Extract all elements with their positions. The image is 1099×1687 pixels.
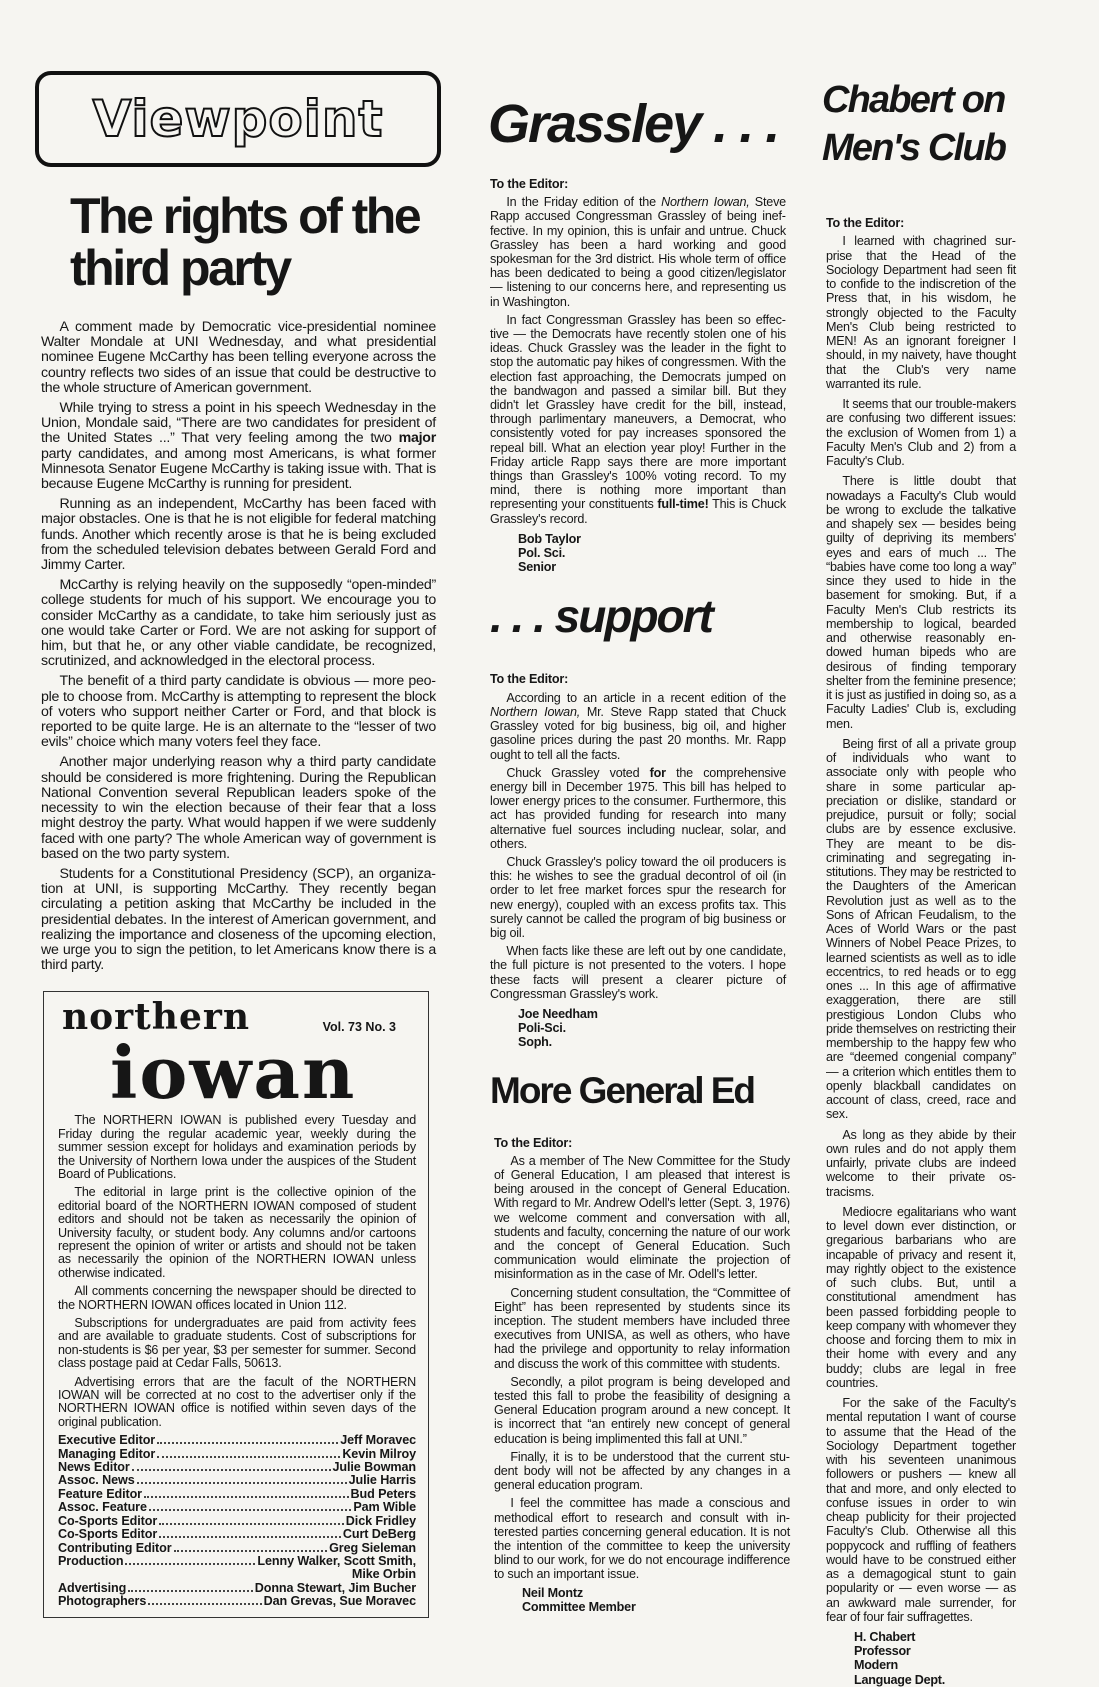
signature-line: Pol. Sci. [518,546,566,561]
paragraph: While trying to stress a point in his speech Wednesday in the Union, Mondale said, “There are two candidates for president of the United States ...” That very feeling among the two major party candidates, and among most Americans, is what former Minnesota Senator Eugene McCarthy is taking issue with. That is because Eugene McCarthy is running for president. [41,400,436,493]
signature-line: Poli-Sci. [518,1021,566,1036]
paragraph: When facts like these are left out by one candidate, the full picture is not presented to the voters. I hope these facts will present a clearer picture of Congressman Grassley's work. [490,944,786,1001]
editorial-headline: The rights of the third party [70,188,420,296]
paragraph: There is little doubt that nowadays a Faculty's Club would be wrong to exclude the talkative and shapely sex — besides being guilty of depriving its members' eyes and ears of much ... The “babies have come too long a way” since they used to hide in the basement for smoking. But, if a Faculty Men's Club restricts its membership to logical, bearded and otherwise reasonably endowed human bipeds who are desirous of finding temporary shelter from the feminine presence; it is just as justified in doing so, as a Faculty Ladies' Club is, excluding men. [826,474,1016,731]
staff-role: Co-Sports Editor [58,1527,158,1542]
general-ed-headline: More General Ed [490,1069,755,1111]
signature-line: Modern [854,1658,898,1673]
paragraph: Running as an independent, McCarthy has been faced with major obstacles. One is that he is not eligible for federal matching funds. Another which recently arose is that he is being excluded from the scheduled television debates between Gerald Ford and Jimmy Carter. [41,496,436,574]
bold-text: for [649,765,666,780]
salutation: To the Editor: [490,672,569,687]
italic-text: Northern Iowan, [490,704,581,719]
masthead-body [58,1114,416,1429]
bold-text: full-time! [657,497,709,512]
paragraph: Chuck Grassley voted for the comprehensive energy bill in December 1975. This bill has helped to lower energy prices to the consumer. Furthermore, this act has provided funding for research into many alternative fuel sources including nuclear, solar, and others. [490,765,786,851]
staff-role: Production [58,1553,124,1568]
chabert-headline-line1: Chabert on [822,79,1005,121]
signature-line: Joe Needham [518,1006,598,1021]
viewpoint-banner [35,71,441,167]
staff-row [58,1461,416,1474]
salutation: To the Editor: [490,177,569,191]
masthead-logo-bottom: iowan [110,1030,357,1116]
staff-row [58,1501,416,1514]
letter-body [494,1154,790,1582]
chabert-headline [822,76,1005,172]
staff-role: Advertising [58,1580,127,1595]
salutation: To the Editor: [494,1135,573,1150]
signature [854,1630,1016,1687]
masthead-box [43,991,429,1617]
paragraph: The benefit of a third party candidate is obvious — more people to choose from. McCarthy is attempting to represent the block of voters who support neither Carter or Ford, and that block is reported to be quite large. He is an alternate to the “lesser of two evils” choice which many voters feel they face. [41,673,436,751]
paragraph: Advertising errors that are the facult of the NORTHERN IOWAN will be corrected at no cost to the advertiser only if the NORTHERN IOWAN office is notified within seven days of the original publication. [58,1374,416,1429]
column-letters [488,92,790,1614]
bold-text: major [398,430,436,447]
dot-leader [149,1509,351,1511]
paragraph: Chuck Grassley's policy toward the oil producers is this: he wishes to see the gradual decontrol of oil (in order to let free market forces spur the research for new energy), coupled with an excess profits tax. This surely cannot be called the program of big business or big oil. [490,854,786,940]
staff-row [58,1434,416,1447]
paragraph: Mediocre egalitarians who want to level down ever distinction, or gregarious barbarians who are incapable of privacy and resent it, may rightly object to the existence of such clubs. But, until a constitutional amendment has been passed forbidding people to keep company with whomever they choose and forcing them to mix in their home with every and any buddy; clubs are legal in free countries. [826,1204,1016,1390]
letter-body [826,234,1016,1624]
general-ed-letter [494,1136,790,1615]
signature [518,532,786,575]
signature-line: Neil Montz [522,1585,583,1600]
paragraph: In the Friday edition of the Northern Iowan, Steve Rapp accused Congressman Grassley of being ineffective. In my opinion, this is unfair and untrue. Chuck Grassley has been a hard working and good spokesman for the 3rd district. His whole term of office has been dedicated to being a good citizen/legislator — listening to our concerns here, and representing us in Washington. [490,195,786,309]
dot-leader [159,1523,344,1525]
staff-role: Co-Sports Editor [58,1513,158,1528]
chabert-headline-line2: Men's Club [822,127,1006,169]
signature-line: Bob Taylor [518,531,581,546]
staff-name: Jeff Moravec [340,1433,416,1448]
staff-name: Donna Stewart, Jim Bucher [254,1580,416,1595]
dot-leader [128,1590,253,1592]
viewpoint-label: Viewpoint [92,90,384,148]
paragraph: Concerning student consultation, the “Committee of Eight” has been represented by students since its inception. The student members have included three executives from UNISA, as well as others, who have had the privilege and opportunity to relay information and discuss the work of this committee with students. [494,1285,790,1371]
staff-name: Greg Sieleman [329,1540,416,1555]
paragraph: The NORTHERN IOWAN is published every Tuesday and Friday during the regular academic year, weekly during the summer session except for holidays and examination periods by the University of Northern Iowa under the auspices of the Student Board of Publications. [58,1113,416,1181]
staff-role: Photographers [58,1594,147,1609]
paragraph: In fact Congressman Grassley has been so effective — the Democrats have recently stolen one of his ideas. Chuck Grassley was the leader in the fight to stop the automatic pay hikes of congressmen. With the election fast approaching, the Democrats jumped on the bandwagon and passed a similar bill. But they didn't let Grassley have credit for the bill, instead, through parlimentary maneuvers, a Democrat, who consistently voted for pay increases sponsored the repeal bill. What an election year ploy! Further in the Friday article Rapp says there are more important things than Grassley's 100% voting record. To my mind, there is nothing more important than representing your constituents full-time! This is Chuck Grassley's record. [490,312,786,526]
italic-text: Northern Iowan, [661,195,750,210]
paragraph: Students for a Constitutional Presidency (SCP), an organization at UNI, is supporting McCarthy. They recently began circulating a petition asking that McCarthy be included in the presidential debates. In the interest of American government, and realizing the importance and closeness of the upcoming election, we urge you to sign the petition, to let Americans know there is a third party. [41,865,436,974]
paragraph: A comment made by Democratic vice-presidential nominee Walter Mondale at UNI Wednesday, and what presidential nominee Eugene McCarthy has been telling everyone across the country reflects two sides of an issue that could be destructive to the whole structure of American government. [41,319,436,396]
staff-name: Julie Bowman [332,1460,416,1475]
volume-number: Vol. 73 No. 3 [322,1020,396,1035]
staff-row [58,1488,416,1501]
paragraph: All comments concerning the newspaper should be directed to the NORTHERN IOWAN offices located in Union 112. [58,1284,416,1312]
paragraph: Secondly, a pilot program is being developed and tested this fall to probe the feasibility of designing a General Education program around a new concept. It is incorrect that “an entirely new concept of general education is being implimented this fall at UNI.” [494,1374,790,1446]
staff-role: Feature Editor [58,1486,142,1501]
staff-name: Julie Harris [348,1473,416,1488]
dot-leader [157,1456,340,1458]
column-editorial [35,71,435,1618]
staff-name: Kevin Milroy [342,1446,416,1461]
paragraph: Finally, it is to be understood that the current student body will not be affected by any changes in a general education program. [494,1449,790,1493]
masthead-logo-top: northern [62,996,250,1039]
letter-body [490,195,786,526]
staff-name: Dick Fridley [345,1513,416,1528]
dot-leader [137,1482,347,1484]
dot-leader [144,1496,349,1498]
staff-row [58,1555,416,1568]
signature-line: Professor [854,1644,911,1659]
staff-role: Assoc. Feature [58,1500,147,1515]
grassley-letter [490,177,786,574]
paragraph: The editorial in large print is the collective opinion of the editorial board of the NORTHERN IOWAN composed of student editors and should not be taken as necessarily the opinion of University faculty, or student body. Any columns and/or cartoons represent the opinion of writer or artists and should not be taken as necessarily the opinion of the NORTHERN IOWAN unless otherwise indicated. [58,1185,416,1280]
staff-role: News Editor [58,1460,130,1475]
signature [522,1586,790,1614]
paragraph: Another major underlying reason why a third party candidate should be considered is more frightening. During the Republican National Convention several Republican leaders spoke of the necessity to win the election because of their fear that a loss might destroy the party. What would happen if we were suddenly faced with one party? The whole American way of government is based on the two party system. [41,754,436,862]
staff-row [58,1582,416,1595]
letter-body [490,691,786,1001]
dot-leader [148,1603,261,1605]
salutation: To the Editor: [826,216,905,230]
paragraph: Being first of all a private group of individuals who want to associate only with people who share in some particular appreciation or dislike, standard or prejudice, pursuit or folly; social clubs are by essence exclusive. They are meant to be discriminating and segregating institutions. They may be restricted to the Daughters of the American Revolution just as well as to the Sons of African Feudalism, to the Aces of World Wars or the past Winners of Nobel Peace Prizes, to learned scientists as well as to idle eccentrics, to red heads or to egg ones ... In this age of affirmative exaggeration, there are still prestigious London Clubs who pride themselves on restricting their membership to the happy few who are “deemed congenial company” — a criterion which entitles them to openly blackball candidates on account of class, creed, race and sex. [826,736,1016,1122]
editorial-body [41,320,436,973]
signature [518,1007,786,1050]
staff-row [58,1448,416,1461]
signature-line: Committee Member [522,1599,636,1614]
signature-line: Soph. [518,1035,552,1050]
staff-name: Lenny Walker, Scott Smith, [257,1553,416,1568]
staff-role: Executive Editor [58,1433,156,1448]
staff-name: Curt DeBerg [342,1527,416,1542]
paragraph: Subscriptions for undergraduates are paid from activity fees and are available to graduate students. Cost of subscriptions for non-students is $6 per year, $3 per semester for summer. Second class postage paid at Cedar Falls, 50613. [58,1316,416,1371]
dot-leader [125,1563,255,1565]
staff-role: Assoc. News [58,1473,135,1488]
staff-row [58,1474,416,1487]
staff-list [58,1434,416,1608]
paragraph: It seems that our trouble-makers are confusing two different issues: the exclusion of Women from 1) a Faculty Men's Club and 2) from a Faculty's Club. [826,397,1016,468]
signature-line: Senior [518,560,556,575]
dot-leader [132,1469,331,1471]
chabert-letter [826,216,1016,1687]
staff-role: Contributing Editor [58,1540,172,1555]
staff-row [58,1542,416,1555]
support-headline: . . . support [490,590,712,643]
staff-name: Dan Grevas, Sue Moravec [263,1594,416,1609]
staff-row [58,1595,416,1608]
paragraph: I feel the committee has made a conscious and methodical effort to research and consult with interested parties concerning general education. It is not the intention of the committee to keep the university blind to our work, for we do not encourage indifference to such an important issue. [494,1496,790,1582]
paragraph: McCarthy is relying heavily on the supposedly “open-minded” college students for much of his support. We encourage you to consider McCarthy as a candidate, to take him seriously just as one would take Carter or Ford. We are not asking for support of him, but that he, or any other viable candidate, be recognized, scrutinized, and acknowledged in the electoral process. [41,577,436,670]
paragraph: According to an article in a recent edition of the Northern Iowan, Mr. Steve Rapp stated that Chuck Grassley voted for big business, big oil, and higher gasoline prices during the past 20 months. Mr. Rapp ought to tell all the facts. [490,690,786,762]
staff-row [58,1515,416,1528]
staff-name: Pam Wible [353,1500,416,1515]
paragraph: For the sake of the Faculty's mental reputation I want of course to assume that the Head of the Sociology Department together with his seventeen unanimous followers or pushers — knew all that and more, and only elected to confuse issues in order to win cheap publicity for their projected Faculty's Club. Otherwise all this poppycock and ruffling of feathers would have to be construed either as a demagogical stunt to gain popularity or — even worse — as an awkward male surrender, for fear of four fair suffragettes. [826,1396,1016,1624]
dot-leader [174,1550,328,1552]
support-letter [490,672,786,1049]
paragraph: As a member of The New Committee for the Study of General Education, I am pleased that interest is being aroused in the concept of General Education. With regard to Mr. Andrew Odell's letter (Sept. 3, 1976) we welcome comment and conversation with all, students and faculty, concerning the nature of our work and the concept of General Education. Such communication would eliminate the projection of misinformation as in the case of Mr. Odell's letter. [494,1153,790,1282]
paragraph: I learned with chagrined surprise that the Head of the Sociology Department had seen fit to confide to the indiscretion of the Press that, in his wisdom, he strongly objected to the Faculty Men's Club being restricted to MEN! As an ignorant foreigner I should, in my naivety, have thought that the Club's very name warranted its rule. [826,234,1016,391]
signature-line: H. Chabert [854,1630,916,1644]
signature-line: Language Dept. [854,1672,945,1687]
dot-leader [157,1442,338,1444]
staff-role: Managing Editor [58,1446,156,1461]
grassley-headline: Grassley . . . [488,94,779,154]
staff-name: Mike Orbin [351,1567,416,1582]
dot-leader [159,1536,341,1538]
paragraph: As long as they abide by their own rules and do not apply them unfairly, private clubs are indeed welcome to their private ostracisms. [826,1127,1016,1199]
staff-name: Bud Peters [350,1486,416,1501]
staff-row [58,1528,416,1541]
